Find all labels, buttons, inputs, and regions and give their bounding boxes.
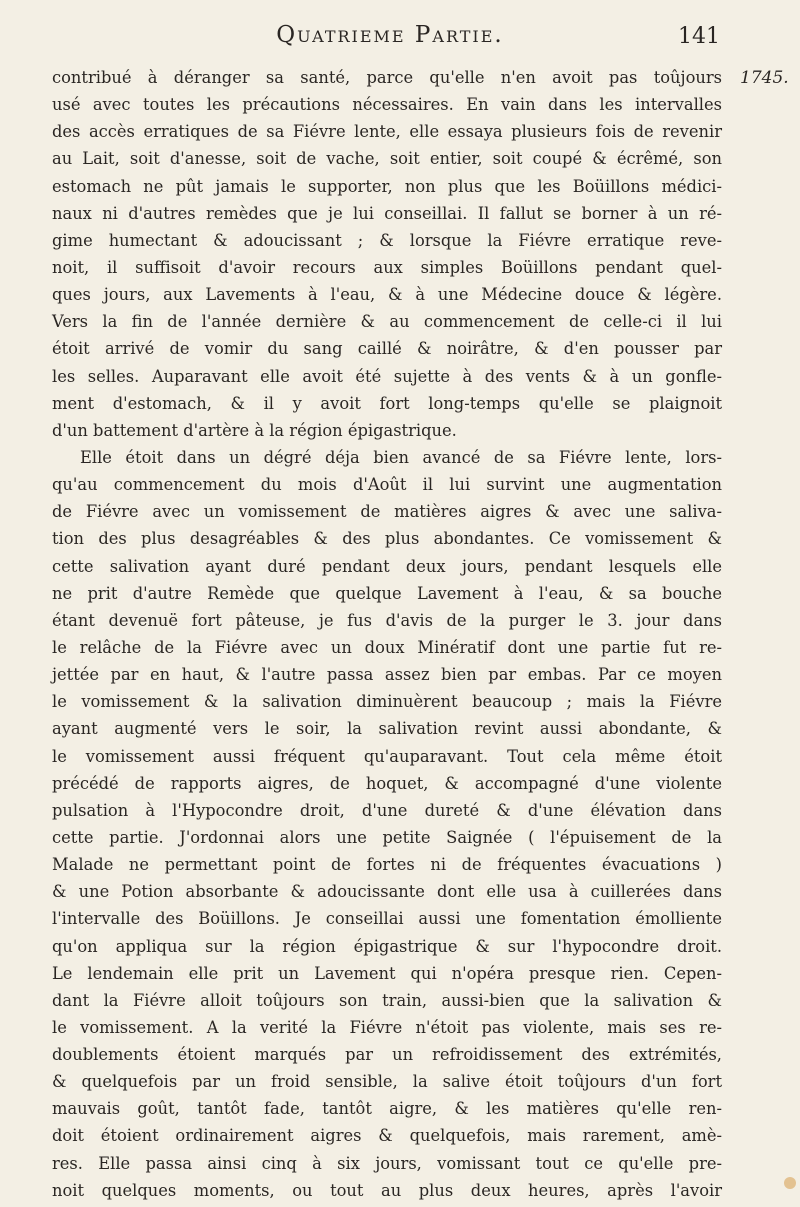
text-line: le vomissement aussi fréquent qu'auparavant. Tout cela même étoit xyxy=(52,746,722,766)
text-line: cette partie. J'ordonnai alors une petite Saignée ( l'épuisement de la xyxy=(52,827,722,847)
text-line: noit quelques moments, ou tout au plus deux heures, après l'avoir xyxy=(52,1180,722,1200)
text-line: usé avec toutes les précautions nécessaires. En vain dans les intervalles xyxy=(52,95,722,115)
text-line: Malade ne permettant point de fortes ni de fréquentes évacuations ) xyxy=(52,855,722,875)
text-line: tion des plus desagréables & des plus abondantes. Ce vomissement & xyxy=(52,529,722,549)
text-line: & une Potion absorbante & adoucissante dont elle usa à cuillerées dans xyxy=(52,882,722,902)
text-line: contribué à déranger sa santé, parce qu'elle n'en avoit pas toûjours xyxy=(52,68,722,87)
text-line: mauvais goût, tantôt fade, tantôt aigre, & les matières qu'elle ren- xyxy=(52,1099,722,1119)
text-line: le vomissement & la salivation diminuèrent beaucoup ; mais la Fiévre xyxy=(52,692,722,712)
text-line: doublements étoient marqués par un refroidissement des extrémités, xyxy=(52,1045,722,1065)
text-line: qu'au commencement du mois d'Août il lui survint une augmentation xyxy=(52,475,722,495)
text-line: gime humectant & adoucissant ; & lorsque la Fiévre erratique reve- xyxy=(52,230,722,250)
text-line: le relâche de la Fiévre avec un doux Minératif dont une partie fut re- xyxy=(52,637,722,657)
text-line: les selles. Auparavant elle avoit été sujette à des vents & à un gonfle- xyxy=(52,366,722,386)
text-line: de Fiévre avec un vomissement de matières aigres & avec une saliva- xyxy=(52,502,722,522)
text-line: au Lait, soit d'anesse, soit de vache, soit entier, soit coupé & écrêmé, son xyxy=(52,149,722,169)
text-line: l'intervalle des Boüillons. Je conseillai aussi une fomentation émolliente xyxy=(52,909,722,929)
text-line: d'un battement d'artère à la région épigastrique. xyxy=(52,420,457,440)
text-line: cette salivation ayant duré pendant deux jours, pendant lesquels elle xyxy=(52,556,722,576)
text-line: précédé de rapports aigres, de hoquet, & accompagné d'une violente xyxy=(52,773,722,793)
running-head: Quatrieme Partie. xyxy=(276,22,504,48)
text-line: ayant augmenté vers le soir, la salivation revint aussi abondante, & xyxy=(52,719,722,739)
text-line: ques jours, aux Lavements à l'eau, & à une Médecine douce & légère. xyxy=(52,285,722,305)
text-line: des accès erratiques de sa Fiévre lente, elle essaya plusieurs fois de revenir xyxy=(52,122,722,142)
text-line: étoit arrivé de vomir du sang caillé & noirâtre, & d'en pousser par xyxy=(52,339,722,359)
page-number: 141 xyxy=(678,24,720,49)
text-line: ment d'estomach, & il y avoit fort long-temps qu'elle se plaignoit xyxy=(52,393,722,413)
paper-stain xyxy=(784,1177,796,1189)
text-line: & quelquefois par un froid sensible, la salive étoit toûjours d'un fort xyxy=(52,1072,722,1092)
text-line: qu'on appliqua sur la région épigastrique & sur l'hypocondre droit. xyxy=(52,936,722,956)
text-line: res. Elle passa ainsi cinq à six jours, vomissant tout ce qu'elle pre- xyxy=(52,1153,722,1173)
text-line: noit, il suffisoit d'avoir recours aux simples Boüillons pendant quel- xyxy=(52,257,722,277)
text-line: étant devenuë fort pâteuse, je fus d'avis de la purger le 3. jour dans xyxy=(52,610,722,630)
text-line: jettée par en haut, & l'autre passa assez bien par embas. Par ce moyen xyxy=(52,665,722,685)
margin-year-note: 1745. xyxy=(740,68,789,88)
body-text xyxy=(52,64,722,1204)
text-line: pulsation à l'Hypocondre droit, d'une dureté & d'une élévation dans xyxy=(52,800,722,820)
text-line: dant la Fiévre alloit toûjours son train, aussi-bien que la salivation & xyxy=(52,990,722,1010)
text-line: Vers la fin de l'année dernière & au commencement de celle-ci il lui xyxy=(52,312,722,332)
text-line: estomach ne pût jamais le supporter, non plus que les Boüillons médici- xyxy=(52,176,722,196)
text-line: naux ni d'autres remèdes que je lui conseillai. Il fallut se borner à un ré- xyxy=(52,203,722,223)
page-header xyxy=(60,22,720,48)
text-line: ne prit d'autre Remède que quelque Lavement à l'eau, & sa bouche xyxy=(52,583,722,603)
text-line: Elle étoit dans un dégré déja bien avancé de sa Fiévre lente, lors- xyxy=(80,447,722,467)
text-line: le vomissement. A la verité la Fiévre n'étoit pas violente, mais ses re- xyxy=(52,1017,722,1037)
text-line: doit étoient ordinairement aigres & quelquefois, mais rarement, amè- xyxy=(52,1126,722,1146)
text-line: Le lendemain elle prit un Lavement qui n'opéra presque rien. Cepen- xyxy=(52,963,722,983)
